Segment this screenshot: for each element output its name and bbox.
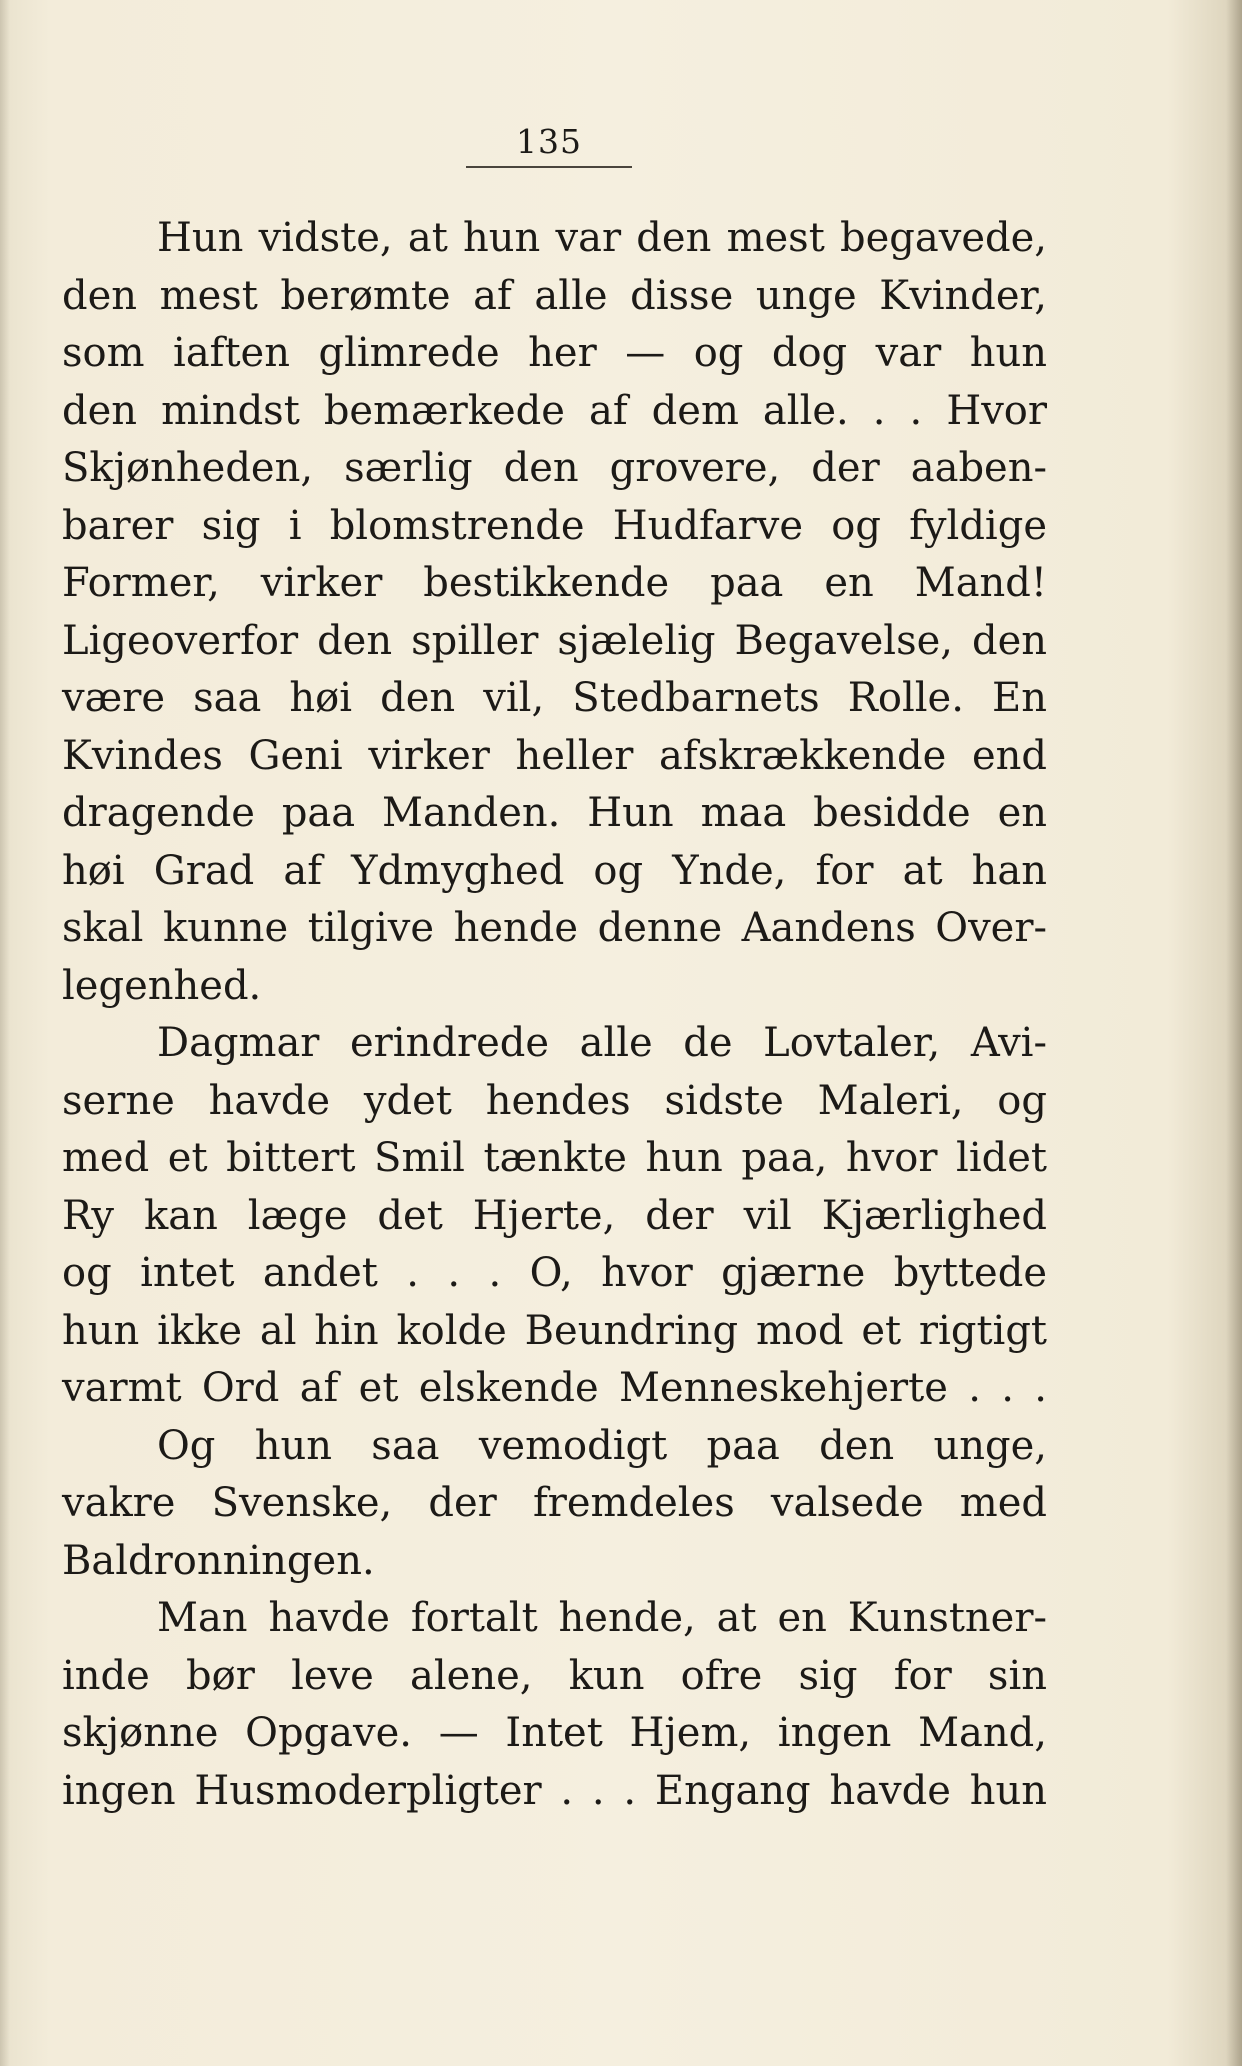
text-line: Ry kan læge det Hjerte, der vil Kjærlighed bbox=[62, 1192, 1047, 1239]
text-line: være saa høi den vil, Stedbarnets Rolle. En bbox=[62, 675, 1047, 721]
text-line: varmt Ord af et elskende Menneskehjerte . . . bbox=[62, 1365, 1047, 1411]
text-line: høi Grad af Ydmyghed og Ynde, for at han bbox=[62, 847, 1047, 894]
text-line: inde bør leve alene, kun ofre sig for sin bbox=[62, 1652, 1047, 1699]
text-line: skal kunne tilgive hende denne Aandens Over- bbox=[62, 905, 1047, 951]
text-line: den mest berømte af alle disse unge Kvinder, bbox=[62, 272, 1047, 319]
text-line: som iaften glimrede her — og dog var hun bbox=[62, 330, 1047, 376]
text-line: Ligeoverfor den spiller sjælelig Begavelse, den bbox=[62, 617, 1047, 664]
text-line: Former, virker bestikkende paa en Mand! bbox=[62, 560, 1047, 606]
text-line: vakre Svenske, der fremdeles valsede med bbox=[62, 1480, 1047, 1526]
page-right-shadow bbox=[1226, 0, 1242, 2066]
text-line: skjønne Opgave. — Intet Hjem, ingen Mand, bbox=[62, 1710, 1047, 1756]
text-line: den mindst bemærkede af dem alle. . . Hvor bbox=[62, 387, 1047, 434]
text-line: Dagmar erindrede alle de Lovtaler, Avi- bbox=[157, 1020, 1047, 1066]
text-line: hun ikke al hin kolde Beundring mod et rigtigt bbox=[62, 1307, 1047, 1354]
page-left-shadow bbox=[0, 0, 10, 2066]
text-line: legenhed. bbox=[62, 962, 262, 1009]
text-line: Og hun saa vemodigt paa den unge, bbox=[157, 1422, 1047, 1469]
text-line: serne havde ydet hendes sidste Maleri, og bbox=[62, 1077, 1047, 1124]
text-line: barer sig i blomstrende Hudfarve og fyldige bbox=[62, 502, 1047, 549]
text-line: Kvindes Geni virker heller afskrækkende end bbox=[62, 732, 1047, 779]
text-line: Hun vidste, at hun var den mest begavede, bbox=[157, 215, 1047, 261]
page-number: 135 bbox=[516, 122, 582, 161]
text-line: og intet andet . . . O, hvor gjærne byttede bbox=[62, 1250, 1047, 1296]
text-line: Man havde fortalt hende, at en Kunstner- bbox=[157, 1595, 1047, 1641]
text-line: ingen Husmoderpligter . . . Engang havde hun bbox=[62, 1767, 1047, 1814]
text-line: dragende paa Manden. Hun maa besidde en bbox=[62, 790, 1047, 836]
text-line: Skjønheden, særlig den grovere, der aaben- bbox=[62, 445, 1047, 491]
body-text bbox=[62, 210, 1047, 1820]
page-number-rule bbox=[466, 166, 632, 168]
text-line: Baldronningen. bbox=[62, 1537, 375, 1584]
text-line: med et bittert Smil tænkte hun paa, hvor lidet bbox=[62, 1135, 1047, 1181]
